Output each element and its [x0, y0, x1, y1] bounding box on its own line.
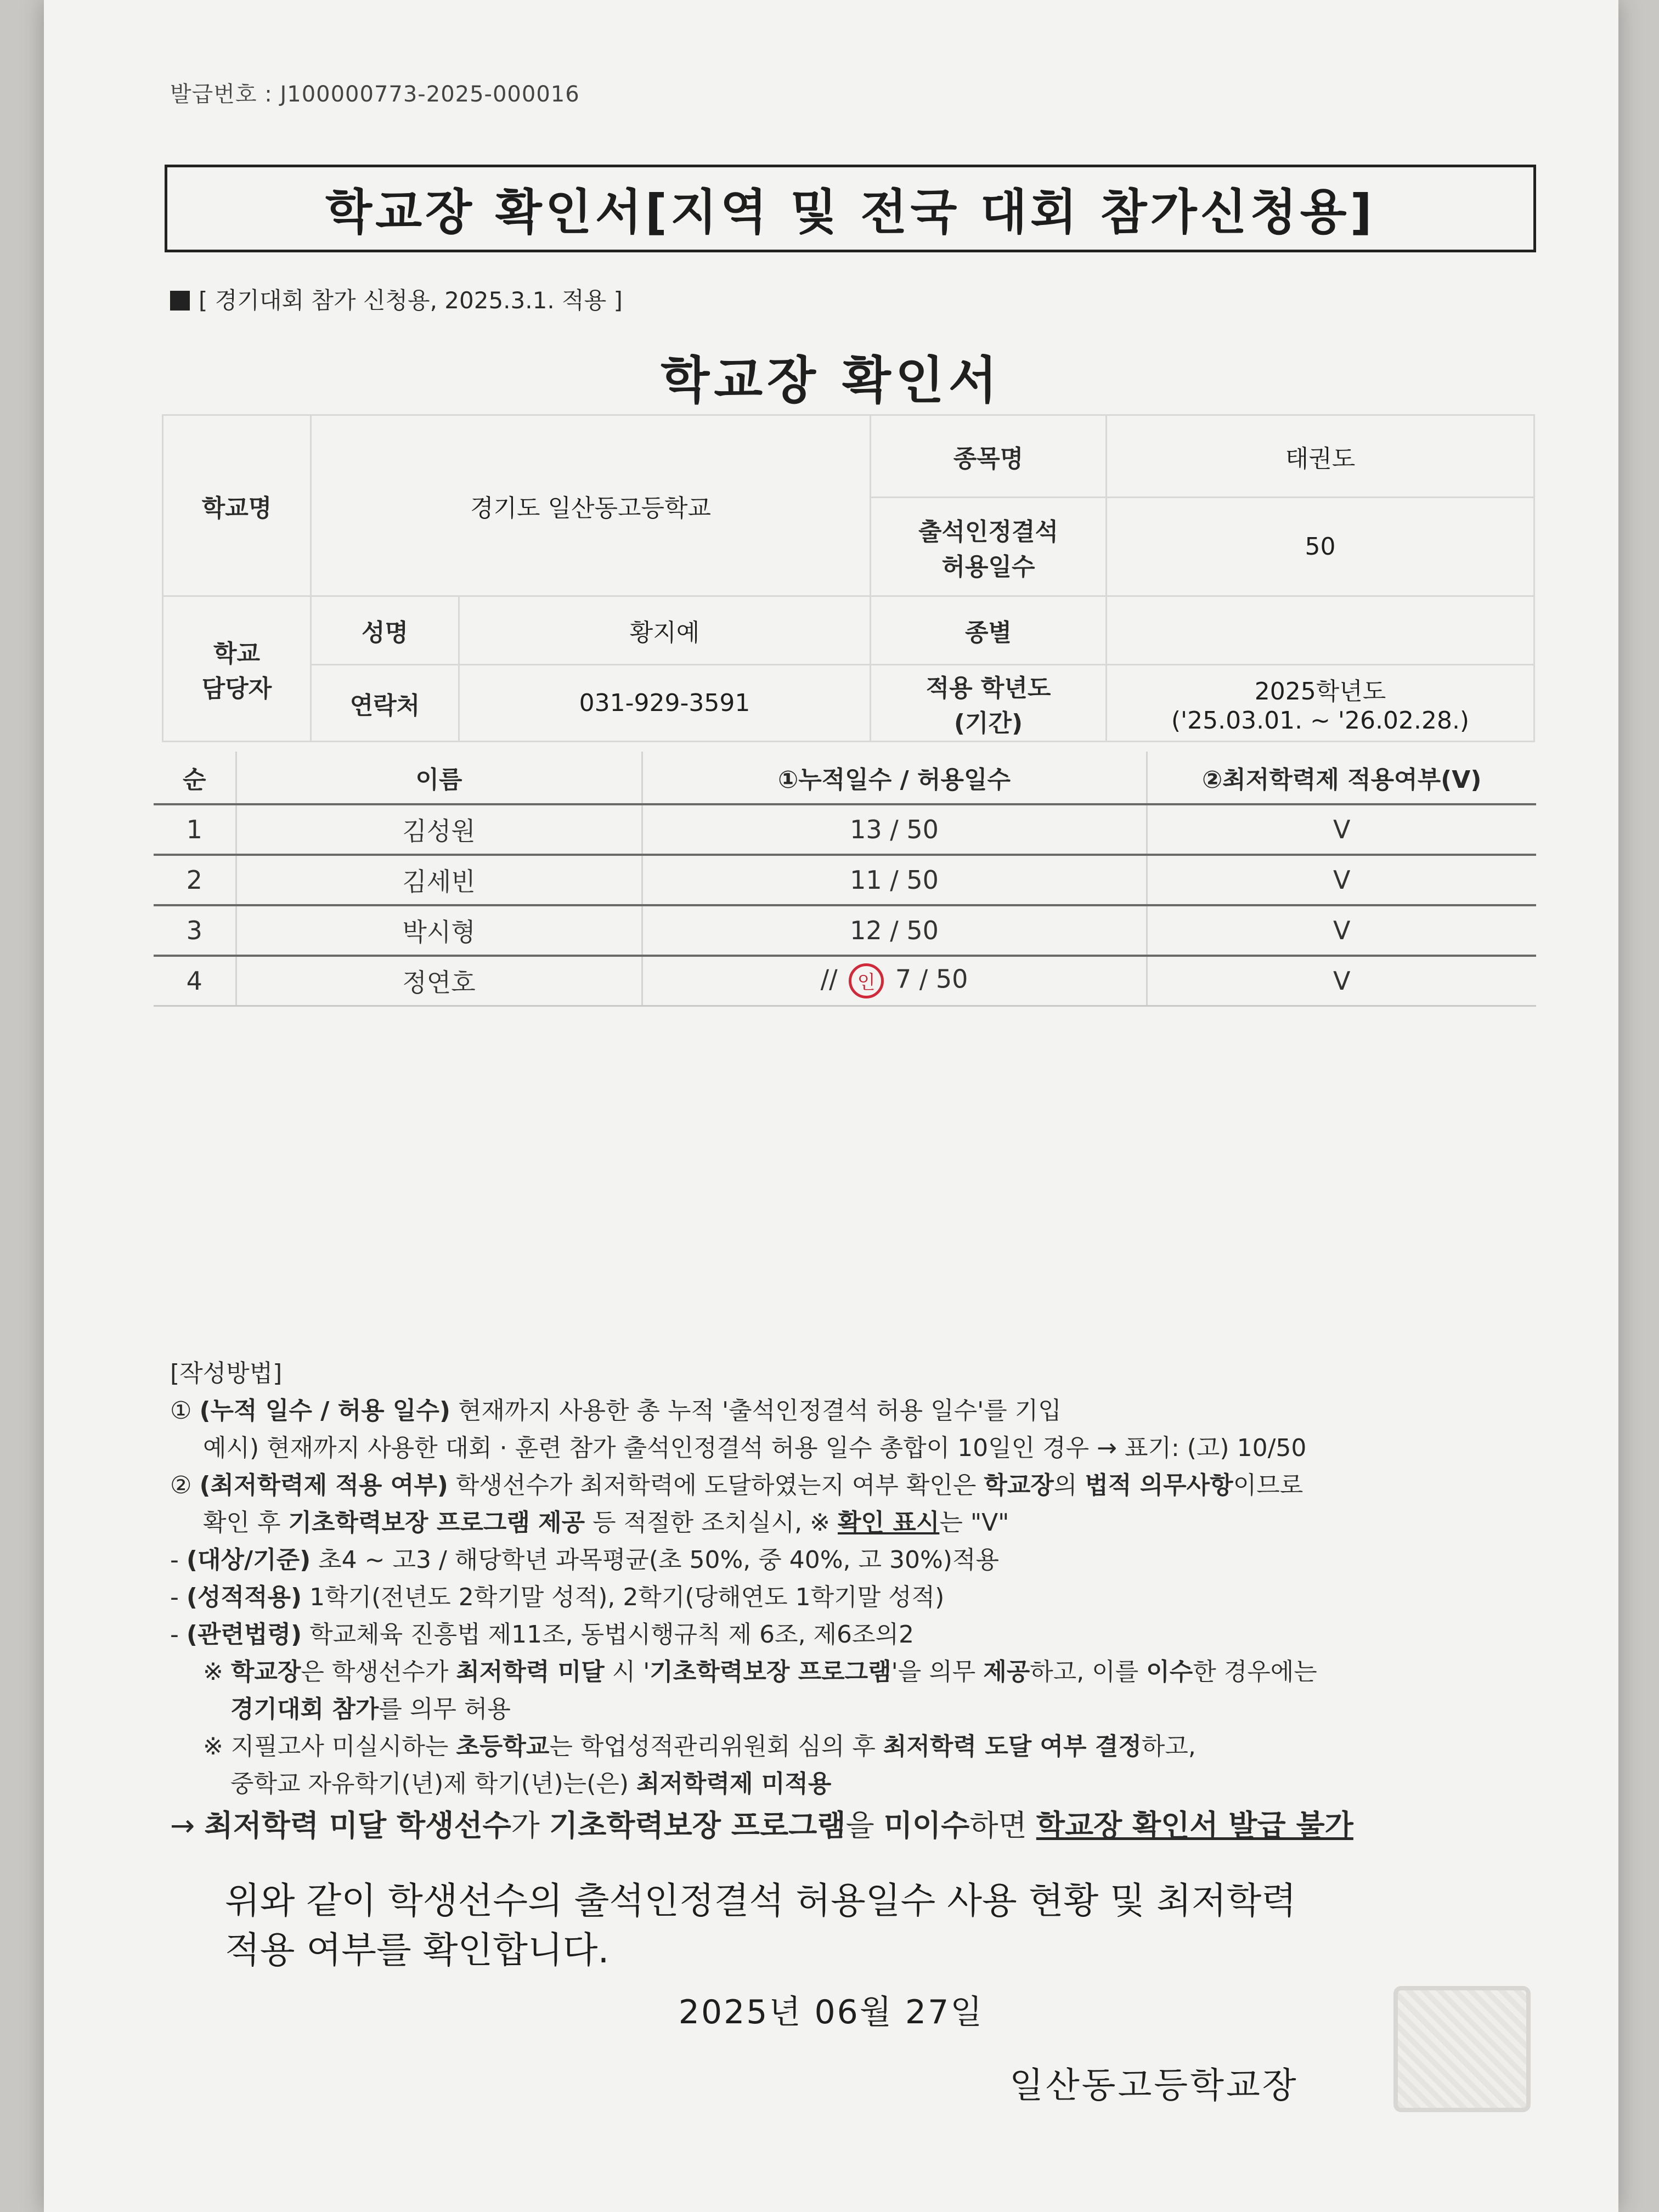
instruction-line: ※ 지필고사 미실시하는 초등학교는 학업성적관리위원회 심의 후 최저학력 도달 여부 결정하고,	[203, 1733, 1196, 1760]
table-row	[154, 905, 1536, 956]
instruction-line: 예시) 현재까지 사용한 대회 · 훈련 참가 출석인정결석 허용 일수 총합이 10일인 경우 → 표기: (고) 10/50	[203, 1434, 1307, 1462]
row-name: 김세빈	[236, 855, 642, 905]
row-name: 김성원	[236, 804, 642, 855]
row-days	[642, 956, 1147, 1006]
confirmation-line2: 적용 여부를 확인합니다.	[225, 1929, 610, 1971]
school-year-label	[871, 665, 1107, 742]
confirmation-statement	[225, 1876, 1296, 1975]
col-header-days: ①누적일수 / 허용일수	[642, 752, 1147, 804]
school-name-label: 학교명	[163, 415, 311, 596]
school-year-label-line2: (기간)	[953, 709, 1023, 737]
row-check: V	[1147, 855, 1536, 905]
correction-mark: //	[820, 964, 838, 994]
school-name-value: 경기도 일산동고등학교	[311, 415, 871, 596]
correction-seal-icon: 인	[849, 963, 884, 998]
writing-instructions	[170, 1355, 1553, 1849]
event-label: 종목명	[871, 415, 1107, 498]
instruction-line: ② (최저학력제 적용 여부) 학생선수가 최저학력에 도달하였는지 여부 확인은 학교장의 법적 의무사항이므로	[170, 1471, 1304, 1499]
row-days: 12 / 50	[642, 905, 1147, 956]
event-value: 태권도	[1107, 415, 1534, 498]
instruction-line: - (관련법령) 학교체육 진흥법 제11조, 동법시행규칙 제 6조, 제6조의2	[170, 1621, 915, 1649]
student-roster-table	[154, 752, 1536, 1007]
school-year-label-line1: 적용 학년도	[926, 674, 1051, 702]
category-label: 종별	[871, 596, 1107, 665]
info-table	[162, 414, 1535, 742]
contact-label: 연락처	[311, 665, 459, 742]
confirmation-line1: 위와 같이 학생선수의 출석인정결석 허용일수 사용 현황 및 최저학력	[225, 1880, 1297, 1922]
principal-signature: 일산동고등학교장	[1009, 2066, 1299, 2106]
col-header-no: 순	[154, 752, 236, 804]
table-row	[154, 956, 1536, 1006]
school-year-value-line1: 2025학년도	[1254, 678, 1386, 706]
row-no: 4	[154, 956, 236, 1006]
category-value	[1107, 596, 1534, 665]
document-page	[44, 0, 1618, 2212]
main-title: 학교장 확인서[지역 및 전국 대회 참가신청용]	[165, 165, 1536, 252]
school-manager-label-line1: 학교	[213, 640, 260, 668]
row-name: 정연호	[236, 956, 642, 1006]
school-manager-label	[163, 596, 311, 742]
table-row	[154, 855, 1536, 905]
issue-date: 2025년 06월 27일	[678, 1993, 984, 2032]
col-header-min-academic: ②최저학력제 적용여부(V)	[1147, 752, 1536, 804]
application-note	[170, 283, 623, 315]
instruction-line: - (대상/기준) 초4 ~ 고3 / 해당학년 과목평균(초 50%, 중 40%, 고 30%)적용	[170, 1546, 999, 1574]
row-check: V	[1147, 804, 1536, 855]
allowed-days-label-line2: 허용일수	[941, 552, 1035, 581]
allowed-days-label	[871, 498, 1107, 596]
instruction-line: → 최저학력 미달 학생선수가 기초학력보장 프로그램을 미이수하면 학교장 확인서 발급 불가	[170, 1808, 1353, 1843]
row-days: 11 / 50	[642, 855, 1147, 905]
table-row	[154, 804, 1536, 855]
allowed-days-label-line1: 출석인정결석	[918, 517, 1059, 546]
sub-title: 학교장 확인서	[661, 351, 1002, 410]
allowed-days-value: 50	[1107, 498, 1534, 596]
row-name: 박시형	[236, 905, 642, 956]
manager-name-label: 성명	[311, 596, 459, 665]
row-check: V	[1147, 905, 1536, 956]
application-note-text: [ 경기대회 참가 신청용, 2025.3.1. 적용 ]	[199, 287, 623, 314]
school-manager-label-line2: 담당자	[201, 675, 272, 703]
instructions-heading: [작성방법]	[170, 1359, 283, 1387]
roster-header-row	[154, 752, 1536, 804]
instruction-line: ※ 학교장은 학생선수가 최저학력 미달 시 '기초학력보장 프로그램'을 의무 제공하고, 이를 이수한 경우에는	[203, 1658, 1317, 1686]
official-seal-icon	[1393, 1986, 1531, 2112]
row-days-used: 7	[895, 964, 912, 994]
issue-number: 발급번호 : J100000773-2025-000016	[170, 82, 580, 107]
school-year-period: ('25.03.01. ~ '26.02.28.)	[1171, 707, 1470, 735]
instruction-line: - (성적적용) 1학기(전년도 2학기말 성적), 2학기(당해연도 1학기말 성적)	[170, 1583, 945, 1611]
col-header-name: 이름	[236, 752, 642, 804]
row-no: 1	[154, 804, 236, 855]
school-year-value	[1107, 665, 1534, 742]
row-days-allowed: / 50	[919, 964, 968, 994]
row-no: 2	[154, 855, 236, 905]
row-no: 3	[154, 905, 236, 956]
instruction-line: 확인 후 기초학력보장 프로그램 제공 등 적절한 조치실시, ※ 확인 표시는 "V"	[203, 1509, 1009, 1537]
row-days: 13 / 50	[642, 804, 1147, 855]
manager-name-value: 황지예	[459, 596, 871, 665]
instruction-line: ① (누적 일수 / 허용 일수) 현재까지 사용한 총 누적 '출석인정결석 허용 일수'를 기입	[170, 1397, 1062, 1425]
instruction-line: 경기대회 참가를 의무 허용	[230, 1695, 511, 1723]
row-check: V	[1147, 956, 1536, 1006]
contact-value: 031-929-3591	[459, 665, 871, 742]
instruction-line: 중학교 자유학기(년)제 학기(년)는(은) 최저학력제 미적용	[230, 1770, 832, 1798]
square-bullet-icon	[170, 291, 190, 311]
